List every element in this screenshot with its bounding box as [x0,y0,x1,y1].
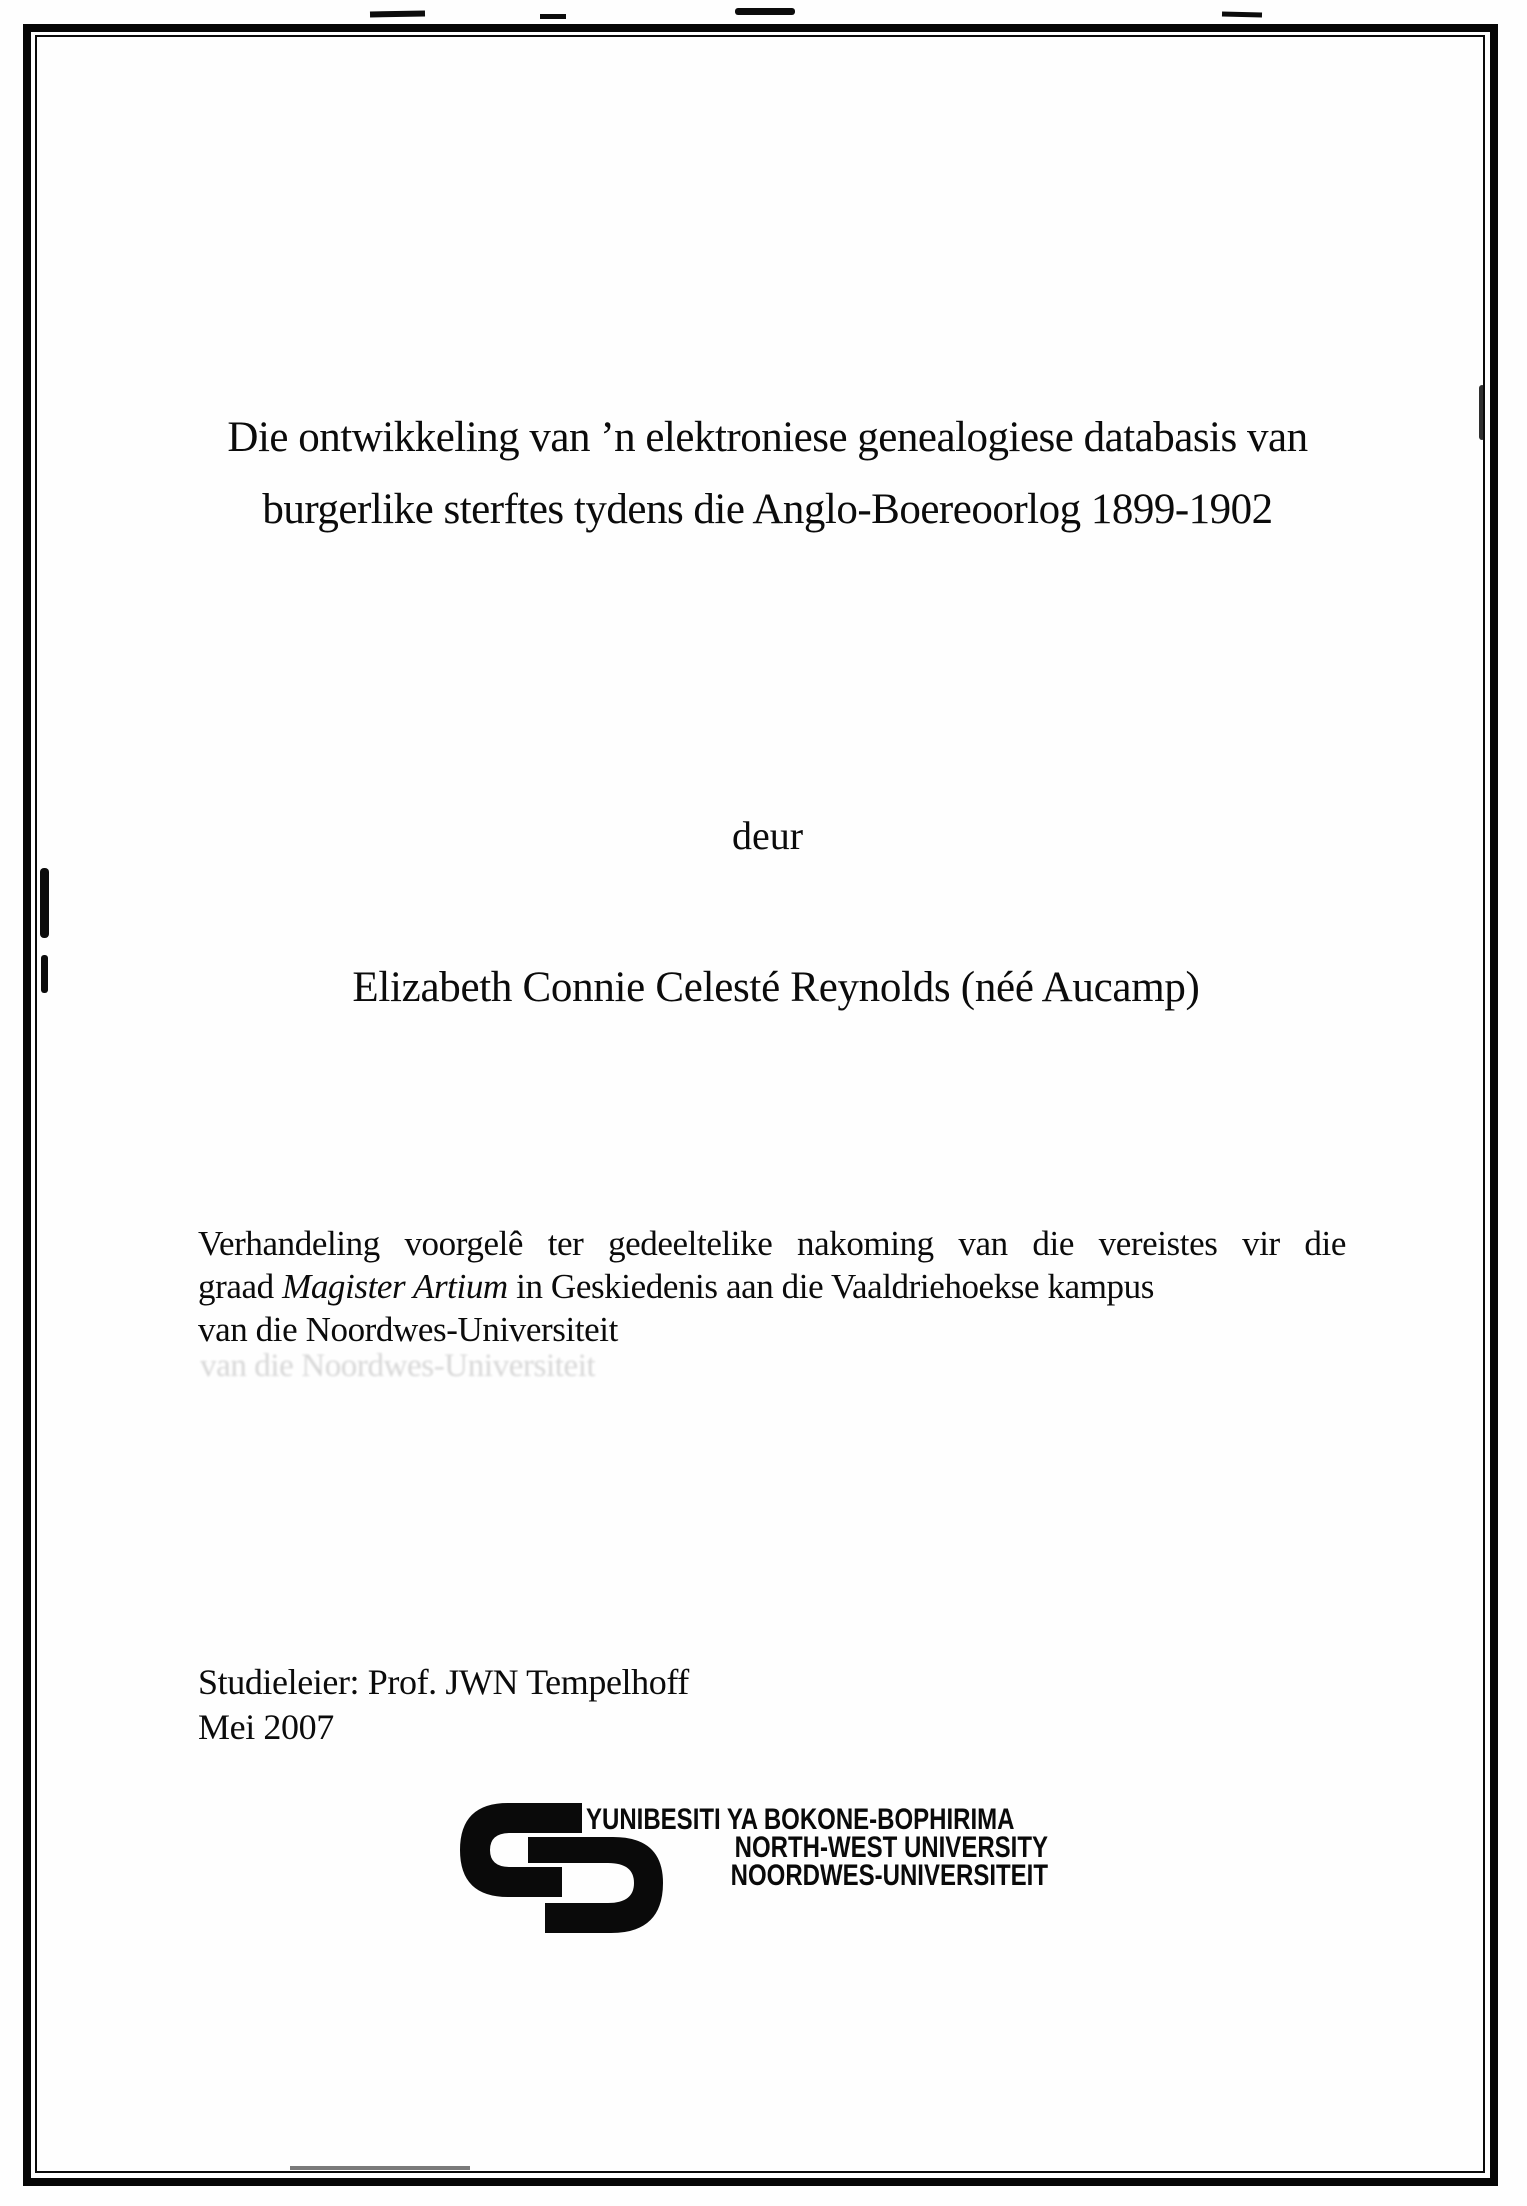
submission-line1: Verhandeling voorgelê ter gedeeltelike nakoming van die vereistes vir die [198,1224,1346,1263]
thesis-title-line1: Die ontwikkeling van ’n elektroniese genealogiese databasis van [227,414,1308,461]
thesis-title [190,402,1345,546]
thesis-title-line2: burgerlike sterftes tydens die Anglo-Boereoorlog 1899-1902 [262,486,1273,533]
university-name-afrikaans: NOORDWES-UNIVERSITEIT [730,1859,1048,1892]
date-line: Mei 2007 [198,1707,334,1747]
scan-artifact [1222,11,1262,17]
scan-artifact [370,11,425,18]
scan-artifact [1479,385,1485,440]
scan-artifact [41,955,48,993]
byline-label: deur [731,813,804,858]
university-logo-text [586,1803,1048,1892]
submission-line2 [198,1265,1346,1308]
university-name-english: NORTH-WEST UNIVERSITY [734,1831,1048,1864]
scan-ghost-text: van die Noordwes-Universiteit [200,1348,596,1384]
scan-artifact [40,868,49,938]
author-name: Elizabeth Connie Celesté Reynolds (néé Aucamp) [352,964,1200,1011]
university-name-setswana: YUNIBESITI YA BOKONE-BOPHIRIMA [586,1803,1015,1836]
submission-statement [198,1222,1346,1351]
scan-artifact [290,2166,470,2170]
supervisor-line: Studieleier: Prof. JWN Tempelhoff [198,1662,689,1702]
submission-line2-prefix: graad [198,1267,283,1306]
submission-line2-degree: Magister Artium [282,1267,508,1306]
supervisor-block [198,1660,689,1750]
scan-artifact [735,8,795,15]
scan-artifact [540,14,566,19]
submission-line2-suffix: in Geskiedenis aan die Vaaldriehoekse kampus [507,1267,1154,1306]
submission-line3: van die Noordwes-Universiteit [198,1310,618,1349]
